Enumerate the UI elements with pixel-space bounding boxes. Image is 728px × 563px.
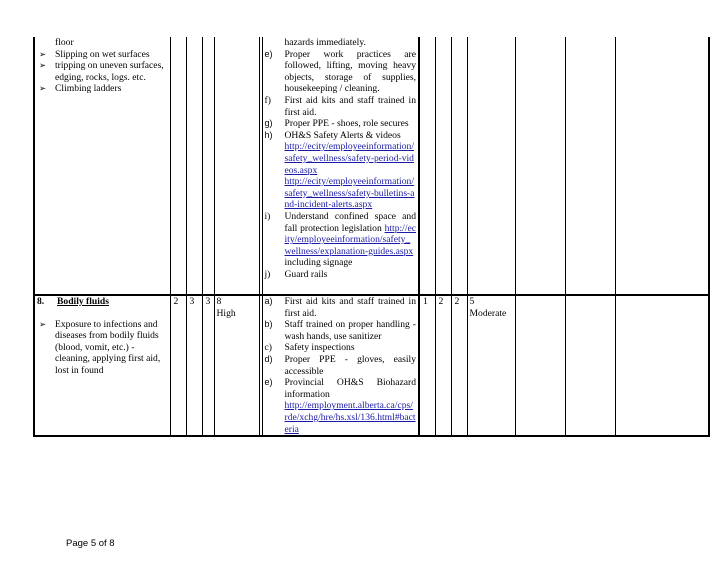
initial-b-cell (186, 37, 202, 295)
table-row (34, 295, 709, 436)
empty-cell (515, 37, 565, 295)
list-item: g) Proper PPE - shoes, role secures (264, 118, 409, 130)
empty-cell (615, 295, 709, 436)
list-item: ➢ Slipping on wet surfaces (39, 48, 150, 60)
arrow-bullet-icon: ➢ (39, 60, 47, 71)
controls-cell (262, 37, 419, 295)
list-item: j) Guard rails (264, 268, 328, 280)
list-item: h) OH&S Safety Alerts & videos http://ecity/employeeinformation/safety_wellness/safety-period-videos.aspx http://ecity/employeeinformation/safety_wellness/safety-bulletins-and-incident-alerts.aspx (264, 129, 415, 211)
residual-c-cell (451, 37, 467, 295)
initial-a-cell (170, 37, 186, 295)
residual-score: 5 (469, 296, 475, 307)
arrow-bullet-icon: ➢ (39, 83, 47, 94)
list-item: c) Safety inspections (264, 342, 355, 354)
list-item: ➢ Climbing ladders (39, 83, 122, 95)
list-item: b) Staff trained on proper handling - wash hands, use sanitizer (264, 319, 416, 342)
hazard-title: 8. Bodily fluids (37, 296, 109, 307)
arrow-bullet-icon: ➢ (39, 48, 47, 59)
arrow-bullet-icon: ➢ (39, 318, 47, 329)
initial-rating-cell (214, 37, 259, 295)
residual-b-cell: 2 (435, 295, 451, 436)
residual-rating-cell (467, 37, 515, 295)
biohazard-info-link[interactable]: http://employment.alberta.ca/cps/rde/xchg/hre/hs.xsl/136.html#bacteria (284, 400, 416, 435)
list-item: e) Provincial OH&S Biohazard information http://employment.alberta.ca/cps/rde/xchg/hre/hs.xsl/136.html#bacteria (264, 377, 416, 435)
controls-cell (262, 295, 419, 436)
initial-level: High (216, 307, 236, 319)
initial-c-cell: 3 (202, 295, 214, 436)
hazard-cell (34, 295, 170, 436)
hazard-continuation: floor (55, 37, 74, 48)
hazard-list (37, 49, 168, 95)
initial-rating-cell (214, 295, 259, 436)
list-item: a) First aid kits and staff trained in first aid. (264, 296, 416, 319)
initial-c-cell (202, 37, 214, 295)
safety-videos-link[interactable]: http://ecity/employeeinformation/safety_wellness/safety-period-videos.aspx (284, 141, 414, 176)
empty-cell (565, 37, 615, 295)
controls-list (265, 49, 417, 281)
residual-rating-cell (467, 295, 515, 436)
residual-a-cell: 1 (419, 295, 435, 436)
table-row (34, 37, 709, 295)
residual-a-cell (419, 37, 435, 295)
hazard-cell (34, 37, 170, 295)
list-item: i) Understand confined space and fall protection legislation http://ecity/employeeinformation/safety_wellness/explanation-guides.aspx including signage (264, 210, 416, 269)
initial-b-cell: 3 (186, 295, 202, 436)
residual-level: Moderate (469, 307, 507, 319)
controls-continuation: hazards immediately. (284, 37, 366, 48)
residual-c-cell: 2 (451, 295, 467, 436)
explanation-guides-link[interactable]: http://ecity/employeeinformation/safety_wellness/explanation-guides.aspx (284, 222, 416, 257)
list-item: d) Proper PPE - gloves, easily accessible (264, 353, 416, 377)
empty-cell (515, 295, 565, 436)
list-item: e) Proper work practices are followed, lifting, moving heavy objects, storage of supplies, housekeeping / cleaning. (264, 48, 416, 95)
empty-cell (615, 37, 709, 295)
list-item: f) First aid kits and staff trained in first aid. (264, 94, 416, 118)
residual-b-cell (435, 37, 451, 295)
risk-assessment-table (33, 37, 710, 437)
page-number: Page 5 of 8 (66, 538, 115, 549)
hazard-list (37, 319, 168, 377)
list-item: ➢ tripping on uneven surfaces, edging, rocks, logs. etc. (39, 60, 164, 83)
empty-cell (565, 295, 615, 436)
controls-list (265, 296, 417, 435)
list-item: ➢ Exposure to infections and diseases from bodily fluids (blood, vomit, etc.) - cleaning, applying first aid, lost in found (39, 318, 161, 376)
initial-a-cell: 2 (170, 295, 186, 436)
safety-bulletins-link[interactable]: http://ecity/employeeinformation/safety_wellness/safety-bulletins-and-incident-alerts.aspx (284, 176, 415, 211)
initial-score: 8 (216, 296, 222, 307)
